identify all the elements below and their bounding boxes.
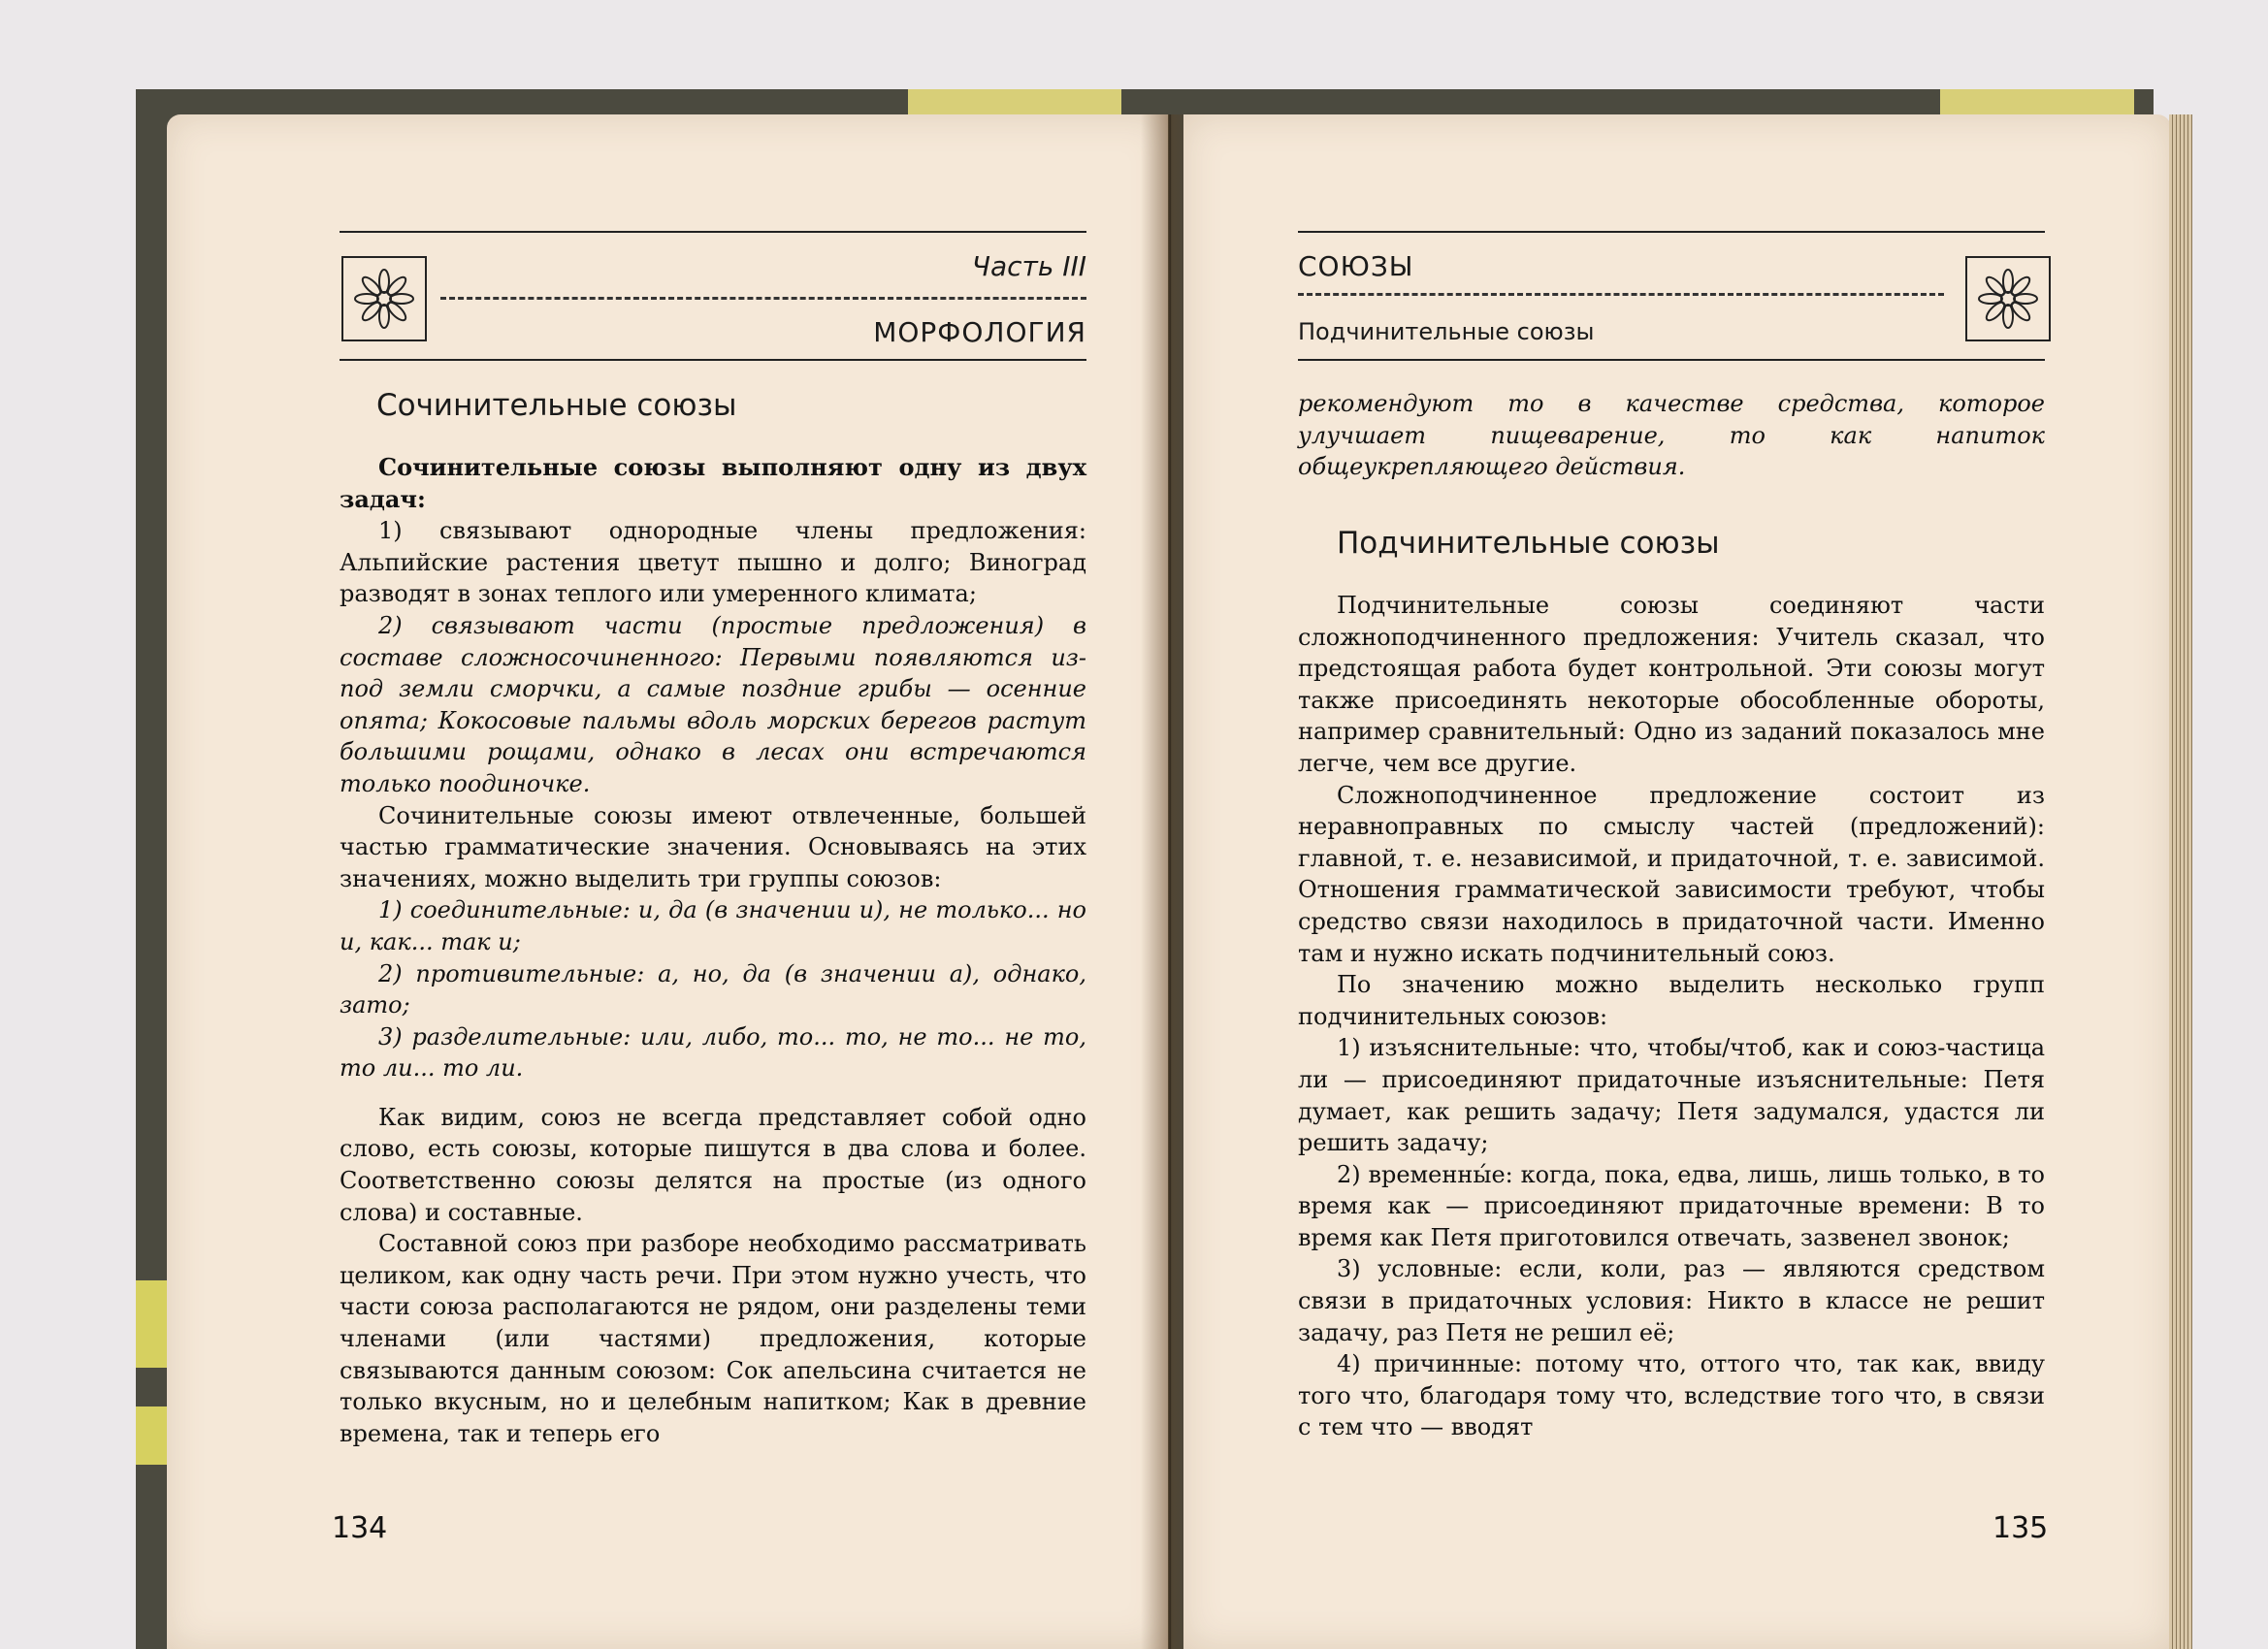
paragraph: Как видим, союз не всегда представляет собой одно слово, есть союзы, которые пишутся в два слова и более. Соответственно союзы делятся на простые (из одного слова) и составные. xyxy=(340,1103,1086,1226)
section-title: Сочинительные союзы xyxy=(376,388,737,423)
page-edges xyxy=(2169,114,2192,1649)
paragraph: Подчинительные союзы соединяют части сложноподчиненного предложения: Учитель сказал, что предстоящая работа будет контрольной. Эти союзы могут также присоединять некоторые обособленные обороты, например сравнительный: Одно из заданий показалось мне легче, чем все другие. xyxy=(1298,592,2045,777)
paragraph: Составной союз при разборе необходимо рассматривать целиком, как одну часть речи. При этом нужно учесть, что части союза располагаются не рядом, они разделены теми членами (или частями) предложения, которые связываются данным союзом: Сок апельсина считается не только вкусным, но и целебным напитком; Как в древние времена, так и теперь его xyxy=(340,1230,1086,1447)
right-body-text-main xyxy=(1298,590,2045,1443)
header-subtitle: Подчинительные союзы xyxy=(1298,318,1595,345)
paragraph: 2) временны́е: когда, пока, едва, лишь, лишь только, в то время как — присоединяют придаточные времени: В то время как Петя приготовился отвечать, зазвенел звонок; xyxy=(1298,1160,2045,1251)
header-rule-top xyxy=(1298,231,2045,233)
paragraph: 2) противительные: а, но, да (в значении а), однако, зато; xyxy=(340,959,1086,1019)
paragraph: По значению можно выделить несколько групп подчинительных союзов: xyxy=(1298,971,2045,1030)
paragraph: Сложноподчиненное предложение состоит из неравноправных по смыслу частей (предложений): главной, т. е. независимой, и придаточной, т. е. зависимой. Отношения грамматической зависимости требуют, чтобы средство связи находилось в придаточной части. Именно там и нужно искать подчинительный союз. xyxy=(1298,781,2045,967)
page-number: 134 xyxy=(332,1511,388,1545)
right-page xyxy=(1183,114,2171,1649)
header-dashed-line xyxy=(440,297,1086,300)
paragraph: Сочинительные союзы выполняют одну из двух задач: xyxy=(340,453,1086,513)
flower-ornament-icon xyxy=(341,256,427,341)
paragraph: 1) связывают однородные члены предложения: Альпийские растения цветут пышно и долго; Виноград разводят в зонах теплого или умеренного климата; xyxy=(340,517,1086,608)
right-body-text xyxy=(1298,388,2045,483)
paragraph: 1) изъяснительные: что, чтобы/чтоб, как и союз-частица ли — присоединяют придаточные изъяснительные: Петя думает, как решить задачу; Петя задумался, удастся ли решить задачу; xyxy=(1298,1034,2045,1157)
paragraph: 4) причинные: потому что, оттого что, так как, ввиду того что, благодаря тому что, вследствие того что, в связи с тем что — вводят xyxy=(1298,1350,2045,1441)
left-body-text xyxy=(340,452,1086,1449)
cover-stripe-top xyxy=(136,1280,169,1368)
left-page xyxy=(167,114,1168,1649)
flower-ornament-icon xyxy=(1965,256,2051,341)
header-rule-bottom xyxy=(1298,359,2045,361)
section-title: Подчинительные союзы xyxy=(1337,526,1720,561)
header-title: СОЮЗЫ xyxy=(1298,250,1414,282)
paragraph: 3) разделительные: или, либо, то... то, не то... не то, то ли... то ли. xyxy=(340,1022,1086,1083)
paragraph: рекомендуют то в качестве средства, которое улучшает пищеварение, то как напиток общеукрепляющего действия. xyxy=(1298,390,2045,481)
header-dashed-line xyxy=(1298,293,1944,296)
paragraph: 1) соединительные: и, да (в значении и), не только... но и, как... так и; xyxy=(340,896,1086,955)
bookmark-tab-right xyxy=(1940,89,2134,114)
page-number: 135 xyxy=(1993,1511,2049,1545)
cover-stripe-bottom xyxy=(136,1406,169,1465)
header-part: Часть III xyxy=(971,250,1086,282)
paragraph: Сочинительные союзы имеют отвлеченные, большей частью грамматические значения. Основываясь на этих значениях, можно выделить три группы союзов: xyxy=(340,801,1086,892)
paragraph: 2) связывают части (простые предложения) в составе сложносочиненного: Первыми появляются из-под земли сморчки, а самые поздние грибы — осенние опята; Кокосовые пальмы вдоль морских берегов растут большими рощами, однако в лесах они встречаются только поодиночке. xyxy=(340,611,1086,797)
header-rule-top xyxy=(340,231,1086,233)
header-rule-bottom xyxy=(340,359,1086,361)
paragraph: 3) условные: если, коли, раз — являются средством связи в придаточных условия: Никто в классе не решит задачу, раз Петя не решил её; xyxy=(1298,1255,2045,1346)
header-title: МОРФОЛОГИЯ xyxy=(873,316,1086,348)
